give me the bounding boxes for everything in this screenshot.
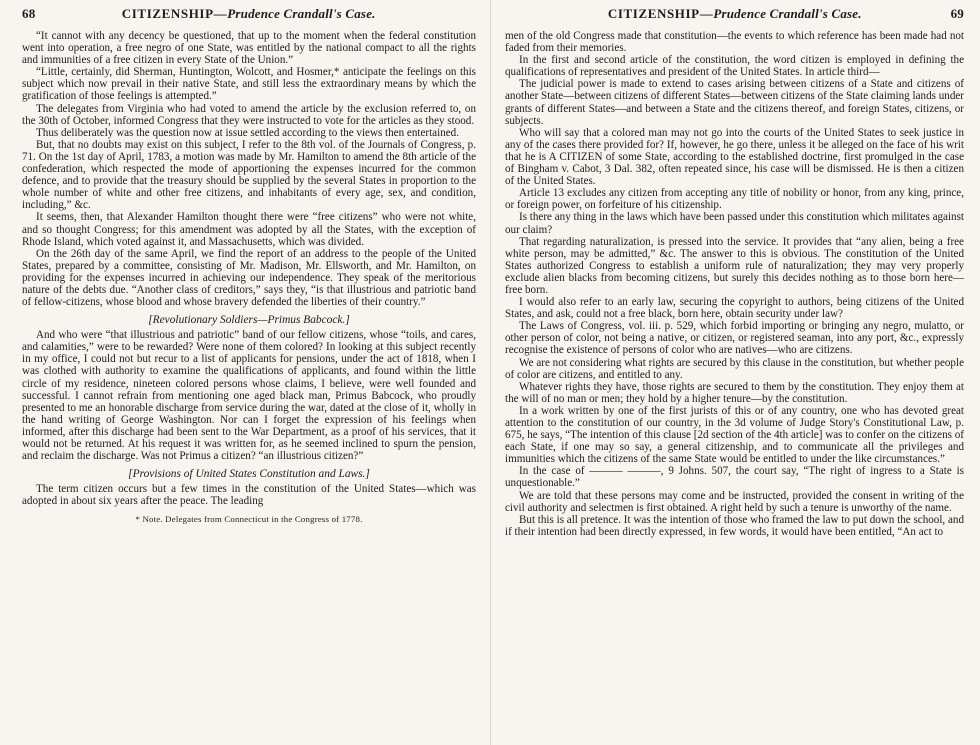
left-running-head	[22, 6, 476, 24]
right-running-head	[505, 6, 964, 24]
right-page	[490, 0, 980, 745]
left-paragraph: On the 26th day of the same April, we find the report of an address to the people of the United States, prepared by a committee, consisting of Mr. Madison, Mr. Ellsworth, and Mr. Hamilton, on providing for the expenses incurred in achieving our independence. They speak of the meritorious nature of the debts due. “Another class of creditors,” says they, “is that illustrious and patriotic band of fellow-citizens, whose blood and whose bravery defended the liberties of their country.”	[22, 247, 476, 309]
left-paragraph: The delegates from Virginia who had voted to amend the article by the exclusion referred to, on the 30th of October, informed Congress that they were instructed to vote for the articles as they stood.	[22, 102, 476, 127]
right-paragraph: The Laws of Congress, vol. iii. p. 529, which forbid importing or bringing any negro, mulatto, or other person of color, not being a native, or citizen, or registered seaman, into any port, &c., expressly recognise the existence of persons of color who are natives—who are citizens.	[505, 320, 964, 357]
right-paragraph: That regarding naturalization, is pressed into the service. It provides that “any alien, being a free white person, may be admitted,” &c. The answer to this is obvious. The constitution of the United States authorized Congress to establish a uniform rule of naturalization; they may very properly exclude alien blacks from becoming citizens, but surely this decides nothing as to those born here—free born.	[505, 235, 964, 296]
right-paragraph: In the case of ——— ———, 9 Johns. 507, the court say, “The right of ingress to a State is unquestionable.”	[505, 465, 964, 490]
left-page-number: 68	[22, 6, 36, 21]
left-paragraph: It seems, then, that Alexander Hamilton thought there were “free citizens” who were not white, and so thought Congress; for this amendment was adopted by all the States, with the exception of Rhode Island, which voted against it, and Massachusetts, which was divided.	[22, 211, 476, 248]
footnote: * Note. Delegates from Connecticut in the Congress of 1778.	[135, 514, 363, 525]
right-paragraph: We are told that these persons may come and be instructed, provided the consent in writing of the civil authority and selectmen is first obtained. A right held by such a tenure is unworthy of the name.	[505, 489, 964, 514]
section-heading-constitution-laws: [Provisions of United States Constitution and Laws.]	[128, 468, 370, 481]
left-paragraph: “It cannot with any decency be questioned, that up to the moment when the federal constitution went into operation, a free negro of one State, was entitled by the national compact to all the rights and immunities of a free citizen in every State of the Union.”	[22, 30, 476, 67]
right-running-title: CITIZENSHIP—Prudence Crandall's Case.	[607, 6, 862, 21]
right-paragraph: The judicial power is made to extend to cases arising between citizens of a State and citizens of another State—between citizens of different States—between citizens of the State claiming lands under grants of different States—and between a State and the citizens thereof, and foreign States, citizens, or subjects.	[505, 78, 964, 127]
right-paragraph: Article 13 excludes any citizen from accepting any title of nobility or honor, from any king, prince, or foreign power, on forfeiture of his citizenship.	[505, 187, 964, 212]
right-paragraph: In a work written by one of the first jurists of this or of any country, one who has devoted great attention to the constitution of our country, in the 3d volume of Judge Story's Constitutional Law, p. 675, he says, “The intention of this clause [2d section of the 4th article] was to confer on the citizens of each State, if one may so say, a general citizenship, and to communicate all the privileges and immunities which the citizens of the same State would be entitled to under the like circumstances.”	[505, 404, 964, 466]
left-paragraph: Thus deliberately was the question now at issue settled according to the views then entertained.	[36, 126, 459, 139]
left-paragraph: But, that no doubts may exist on this subject, I refer to the 8th vol. of the Journals of Congress, p. 71. On the 1st day of April, 1783, a motion was made by Mr. Hamilton to amend the 8th article of the confederation, which respected the mode of apportioning the expenses incurred for the common defence, and to provide that the treasury should be supplied by the several States in proportion to the whole number of white and other free citizens, and inhabitants of every age, sex, and condition, including,” &c.	[22, 138, 476, 212]
right-paragraph: Whatever rights they have, those rights are secured to them by the constitution. They enjoy them at the will of no man or men; they hold by a higher tenure—by the constitution.	[505, 380, 964, 405]
right-paragraph: In the first and second article of the constitution, the word citizen is employed in defining the qualifications of representatives and president of the United States. In article third—	[505, 54, 964, 79]
left-running-title: CITIZENSHIP—Prudence Crandall's Case.	[121, 6, 376, 21]
left-body	[22, 30, 476, 524]
right-paragraph: We are not considering what rights are secured by this clause in the constitution, but whether people of color are citizens, and entitled to any.	[505, 356, 964, 381]
right-body	[505, 30, 964, 538]
right-paragraph: men of the old Congress made that constitution—the events to which reference has been made had not faded from their memories.	[505, 30, 964, 55]
left-paragraph: And who were “that illustrious and patriotic” band of our fellow citizens, whose “toils, and cares, and calamities,” were to be rewarded? Were none of them colored? In looking at this subject recently in my office, I could not but recur to a list of applicants for pensions, under the act of 1818, when I was clothed with authority to examine the qualifications of applicants, and found within the little circle of my residence, nineteen colored persons whose claims, I believe, were well founded and successful. I cannot refrain from mentioning one aged black man, Primus Babcock, who proudly presented to me an honorable discharge from service during the war, dated at the close of it, wholly in the hand writing of George Washington. Nor can I forget the expression of his feelings when informed, after this discharge had been sent to the War Department, as a proof of his services, that it would not be returned. At his request it was written for, as he seemed inclined to spurn the pension, and reclaim the discharge. Was not Primus a citizen? “an illustrious citizen?”	[22, 329, 476, 463]
right-paragraph: I would also refer to an early law, securing the copyright to authors, being citizens of the United States, and ask, could not a free black, born here, obtain security under law?	[505, 296, 964, 321]
section-heading-revolutionary-soldiers: [Revolutionary Soldiers—Primus Babcock.]	[148, 314, 350, 327]
right-paragraph: Is there any thing in the laws which have been passed under this constitution which militates against our claim?	[505, 211, 964, 236]
right-page-number: 69	[950, 6, 964, 21]
left-paragraph: “Little, certainly, did Sherman, Huntington, Wolcott, and Hosmer,* anticipate the feelings on this subject which now prevail in their native State, and still less the extraordinary means by which the gratification of those feelings is attempted.”	[22, 66, 476, 103]
right-paragraph: Who will say that a colored man may not go into the courts of the United States to seek justice in any of the cases there provided for? If, however, he go there, unless it be alleged on the face of his writ that he is A CITIZEN of some State, according to the established doctrine, first promulged in the case of Bingham v. Cabot, 3 Dal. 382, often repeated since, his case will be dismissed. He is then a citizen of the United States.	[505, 126, 964, 188]
left-paragraph: The term citizen occurs but a few times in the constitution of the United States—which was adopted in about six years after the peace. The leading	[22, 483, 476, 508]
right-paragraph: But this is all pretence. It was the intention of those who framed the law to put down the school, and if their intention had been directly expressed, in few words, it would have been entitled, “An act to	[505, 513, 964, 538]
